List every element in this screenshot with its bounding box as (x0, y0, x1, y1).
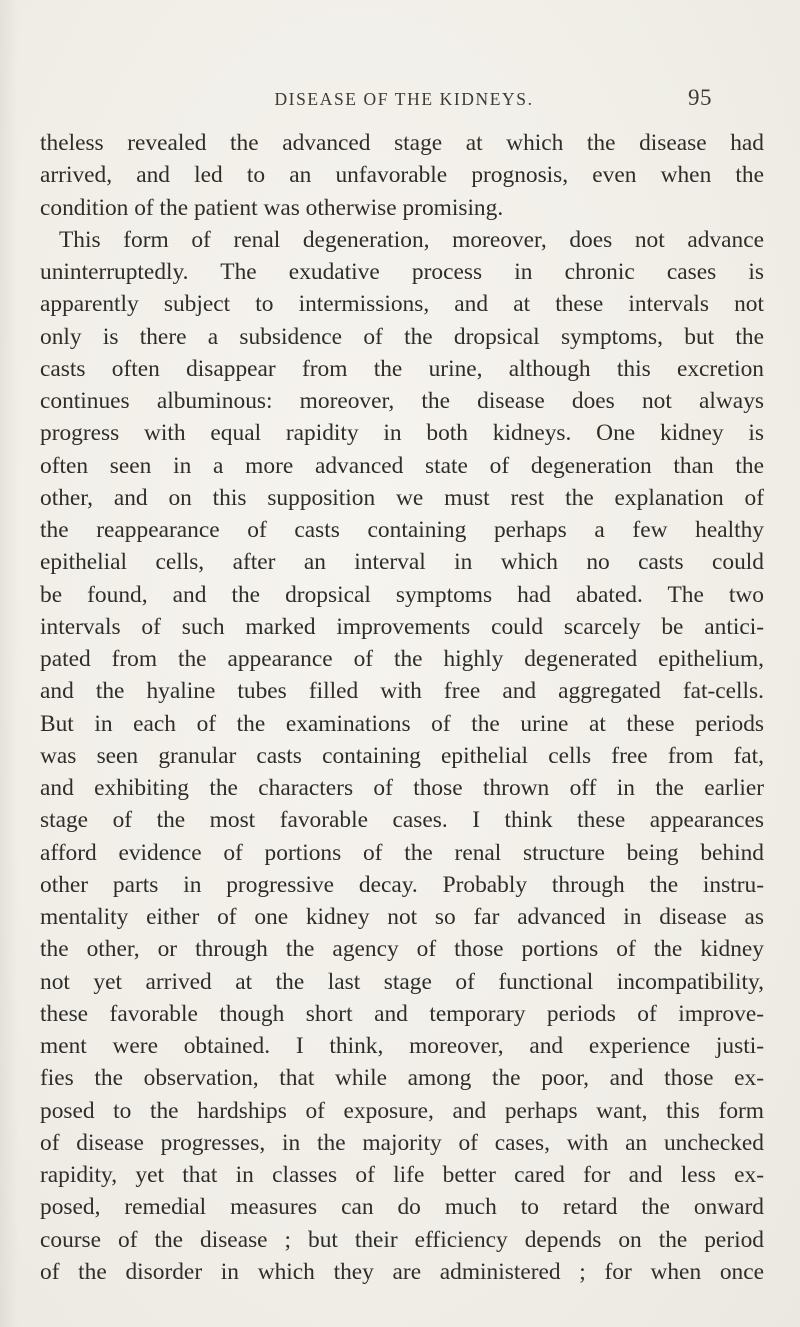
text-line: rapidity, yet that in classes of life better cared for and less ex- (40, 1162, 764, 1188)
text-line: was seen granular casts containing epithelial cells free from fat, (40, 742, 764, 769)
text-line: This form of renal degeneration, moreover, does not advance (59, 226, 764, 253)
text-line: continues albuminous: moreover, the disease does not always (40, 388, 764, 414)
body-text (40, 127, 764, 1288)
text-line: posed to the hardships of exposure, and perhaps want, this form (40, 1097, 764, 1124)
text-line: often seen in a more advanced state of degeneration than the (40, 452, 764, 479)
page-gutter-shadow (0, 0, 18, 1327)
running-title: DISEASE OF THE KIDNEYS. (274, 89, 534, 109)
text-line: these favorable though short and temporary periods of improve- (40, 1000, 764, 1027)
text-line: intervals of such marked improvements could scarcely be antici- (40, 613, 764, 640)
text-line: epithelial cells, after an interval in which no casts could (40, 549, 764, 576)
text-line: But in each of the examinations of the urine at these periods (40, 710, 764, 737)
text-line: the other, or through the agency of those portions of the kidney (40, 936, 764, 963)
text-line: condition of the patient was otherwise promising. (40, 194, 504, 221)
text-line: other, and on this supposition we must rest the explanation of (40, 484, 764, 511)
text-line: apparently subject to intermissions, and at these intervals not (40, 291, 764, 318)
text-line: of disease progresses, in the majority of cases, with an unchecked (40, 1129, 764, 1156)
text-line: progress with equal rapidity in both kidneys. One kidney is (40, 420, 764, 447)
text-line: fies the observation, that while among the poor, and those ex- (40, 1065, 764, 1092)
text-line: arrived, and led to an unfavorable prognosis, even when the (40, 162, 764, 189)
text-line: posed, remedial measures can do much to retard the onward (40, 1194, 764, 1221)
text-line: the reappearance of casts containing perhaps a few healthy (40, 517, 764, 543)
text-line: be found, and the dropsical symptoms had abated. The two (40, 581, 764, 608)
text-line: other parts in progressive decay. Probably through the instru- (40, 871, 764, 898)
text-line: and exhibiting the characters of those thrown off in the earlier (40, 775, 764, 801)
text-line: and the hyaline tubes filled with free and aggregated fat-cells. (40, 678, 764, 705)
text-line: not yet arrived at the last stage of functional incompatibility, (40, 968, 764, 995)
page-number: 95 (688, 85, 712, 110)
text-line: theless revealed the advanced stage at which the disease had (40, 130, 764, 156)
text-line: pated from the appearance of the highly degenerated epithelium, (40, 646, 764, 672)
running-head (0, 85, 800, 119)
text-line: ment were obtained. I think, moreover, and experience justi- (40, 1033, 764, 1059)
text-line: mentality either of one kidney not so far advanced in disease as (40, 904, 764, 930)
text-line: stage of the most favorable cases. I think these appearances (40, 807, 764, 834)
text-line: only is there a subsidence of the dropsical symptoms, but the (40, 323, 764, 350)
text-line: uninterruptedly. The exudative process in chronic cases is (40, 259, 764, 285)
text-line: afford evidence of portions of the renal structure being behind (40, 839, 764, 866)
text-line: casts often disappear from the urine, although this excretion (40, 355, 764, 382)
text-line: course of the disease ; but their efficiency depends on the period (40, 1226, 764, 1253)
text-line: of the disorder in which they are administered ; for when once (40, 1258, 764, 1285)
